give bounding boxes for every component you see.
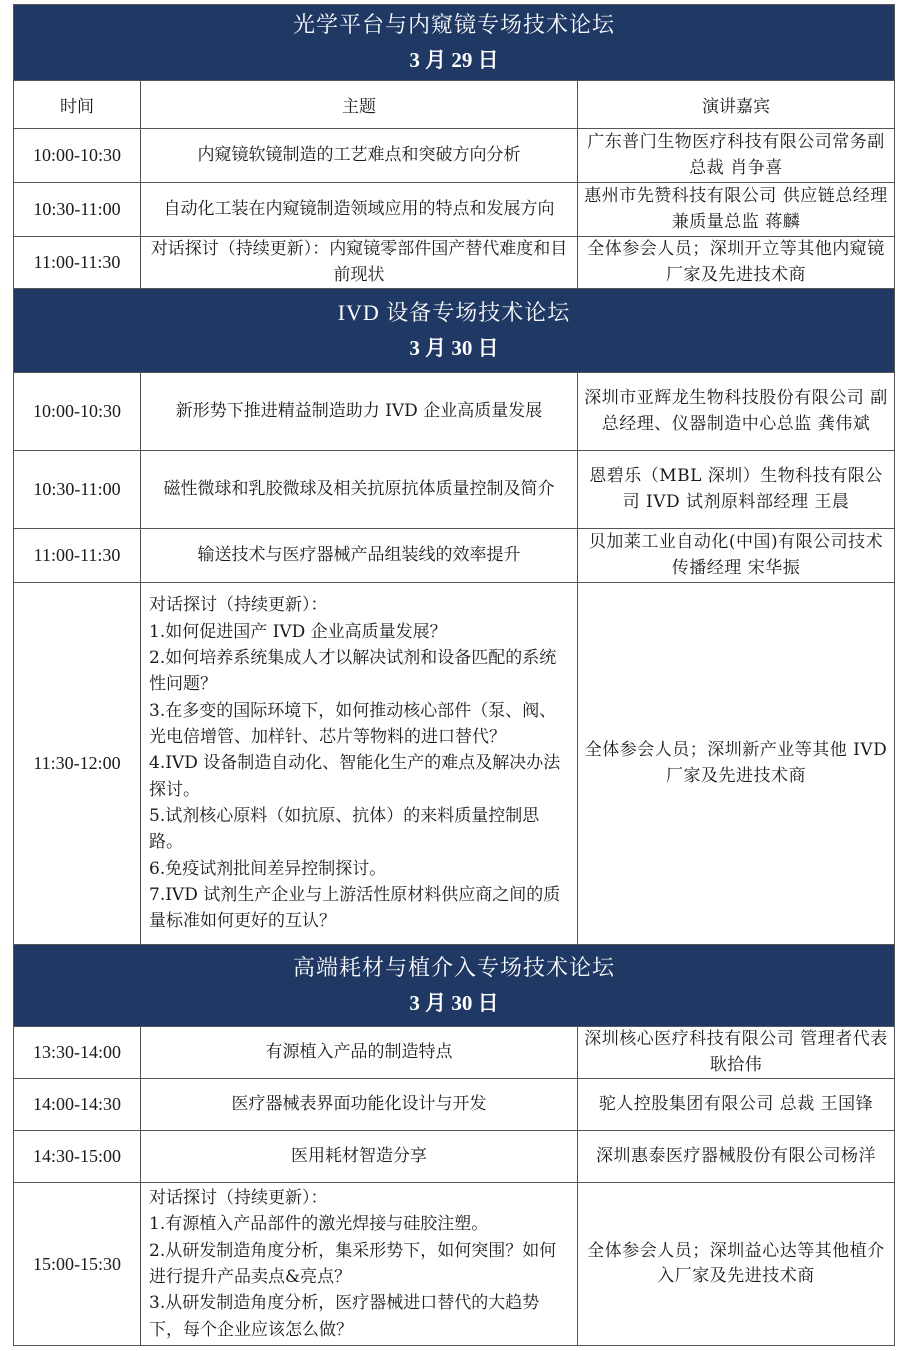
speaker-cell: 贝加莱工业自动化(中国)有限公司技术传播经理 宋华振 [578, 529, 895, 583]
speaker-cell: 全体参会人员；深圳新产业等其他 IVD 厂家及先进技术商 [578, 583, 895, 945]
time-cell: 10:00-10:30 [14, 129, 141, 183]
speaker-cell: 深圳核心医疗科技有限公司 管理者代表 耿拾伟 [578, 1027, 895, 1079]
speaker-cell: 全体参会人员；深圳益心达等其他植介入厂家及先进技术商 [578, 1183, 895, 1346]
time-cell: 11:30-12:00 [14, 583, 141, 945]
time-cell: 13:30-14:00 [14, 1027, 141, 1079]
speaker-cell: 惠州市先赞科技有限公司 供应链总经理兼质量总监 蒋麟 [578, 183, 895, 237]
column-header-row [14, 81, 895, 129]
table-row [14, 237, 895, 289]
topic-cell: 内窥镜软镜制造的工艺难点和突破方向分析 [141, 129, 578, 183]
speaker-cell: 广东普门生物医疗科技有限公司常务副总裁 肖争喜 [578, 129, 895, 183]
speaker-cell: 深圳市亚辉龙生物科技股份有限公司 副总经理、仪器制造中心总监 龚伟斌 [578, 373, 895, 451]
speaker-cell: 驼人控股集团有限公司 总裁 王国锋 [578, 1079, 895, 1131]
column-header-topic: 主题 [141, 81, 578, 129]
topic-cell: 对话探讨（持续更新）：内窥镜零部件国产替代难度和目前现状 [141, 237, 578, 289]
topic-cell: 输送技术与医疗器械产品组装线的效率提升 [141, 529, 578, 583]
section-title: 光学平台与内窥镜专场技术论坛 [292, 11, 615, 37]
table-row [14, 129, 895, 183]
speaker-cell: 恩碧乐（MBL 深圳）生物科技有限公司 IVD 试剂原料部经理 王晨 [578, 451, 895, 529]
table-row [14, 583, 895, 945]
topic-line: 1.有源植入产品部件的激光焊接与硅胶注塑。 [149, 1214, 489, 1235]
section-header [14, 289, 895, 373]
topic-line: 7.IVD 试剂生产企业与上游活性原材料供应商之间的质量标准如何更好的互认？ [149, 885, 561, 932]
topic-line: 对话探讨（持续更新）： [149, 595, 328, 616]
table-row [14, 451, 895, 529]
time-cell: 14:00-14:30 [14, 1079, 141, 1131]
section-date: 3 月 30 日 [409, 991, 499, 1016]
topic-cell: 磁性微球和乳胶微球及相关抗原抗体质量控制及简介 [141, 451, 578, 529]
time-cell: 11:00-11:30 [14, 529, 141, 583]
table-row [14, 183, 895, 237]
topic-line: 2.如何培养系统集成人才以解决试剂和设备匹配的系统性问题？ [149, 647, 557, 695]
topic-list-cell [141, 583, 578, 945]
time-cell: 15:00-15:30 [14, 1183, 141, 1346]
section-title: 高端耗材与植介入专场技术论坛 [292, 954, 615, 980]
table-row [14, 1183, 895, 1346]
table-row [14, 373, 895, 451]
time-cell: 14:30-15:00 [14, 1131, 141, 1183]
topic-line: 3.在多变的国际环境下，如何推动核心部件（泵、阀、光电倍增管、加样针、芯片等物料的进口替代？ [149, 700, 557, 747]
speaker-cell: 深圳惠泰医疗器械股份有限公司杨洋 [578, 1131, 895, 1183]
topic-cell: 医疗器械表界面功能化设计与开发 [141, 1079, 578, 1131]
table-row [14, 1079, 895, 1131]
section-header [14, 945, 895, 1027]
topic-line: 2.从研发制造角度分析，集采形势下，如何突围？如何进行提升产品卖点&亮点？ [149, 1240, 557, 1288]
topic-line: 4.IVD 设备制造自动化、智能化生产的难点及解决办法探讨。 [149, 753, 561, 800]
topic-line: 3.从研发制造角度分析，医疗器械进口替代的大趋势下，每个企业应该怎么做？ [149, 1293, 540, 1340]
table-row [14, 1131, 895, 1183]
topic-line: 对话探讨（持续更新）： [149, 1188, 328, 1208]
section-date: 3 月 30 日 [409, 336, 499, 361]
section-date: 3 月 29 日 [409, 48, 499, 73]
topic-cell: 新形势下推进精益制造助力 IVD 企业高质量发展 [141, 373, 578, 451]
topic-line: 5.试剂核心原料（如抗原、抗体）的来料质量控制思路。 [149, 806, 540, 853]
time-cell: 10:00-10:30 [14, 373, 141, 451]
topic-line: 1.如何促进国产 IVD 企业高质量发展？ [149, 621, 447, 642]
topic-cell: 医用耗材智造分享 [141, 1131, 578, 1183]
topic-cell: 自动化工装在内窥镜制造领域应用的特点和发展方向 [141, 183, 578, 237]
topic-cell: 有源植入产品的制造特点 [141, 1027, 578, 1079]
speaker-cell: 全体参会人员；深圳开立等其他内窥镜厂家及先进技术商 [578, 237, 895, 289]
section-title: IVD 设备专场技术论坛 [337, 299, 571, 325]
table-row [14, 1027, 895, 1079]
table-row [14, 529, 895, 583]
time-cell: 10:30-11:00 [14, 451, 141, 529]
column-header-speaker: 演讲嘉宾 [578, 81, 895, 129]
time-cell: 11:00-11:30 [14, 237, 141, 289]
topic-list-cell [141, 1183, 578, 1346]
section-header [14, 5, 895, 81]
topic-line: 6.免疫试剂批间差异控制探讨。 [149, 858, 387, 879]
forum-schedule-table [13, 4, 895, 1346]
time-cell: 10:30-11:00 [14, 183, 141, 237]
column-header-time: 时间 [14, 81, 141, 129]
